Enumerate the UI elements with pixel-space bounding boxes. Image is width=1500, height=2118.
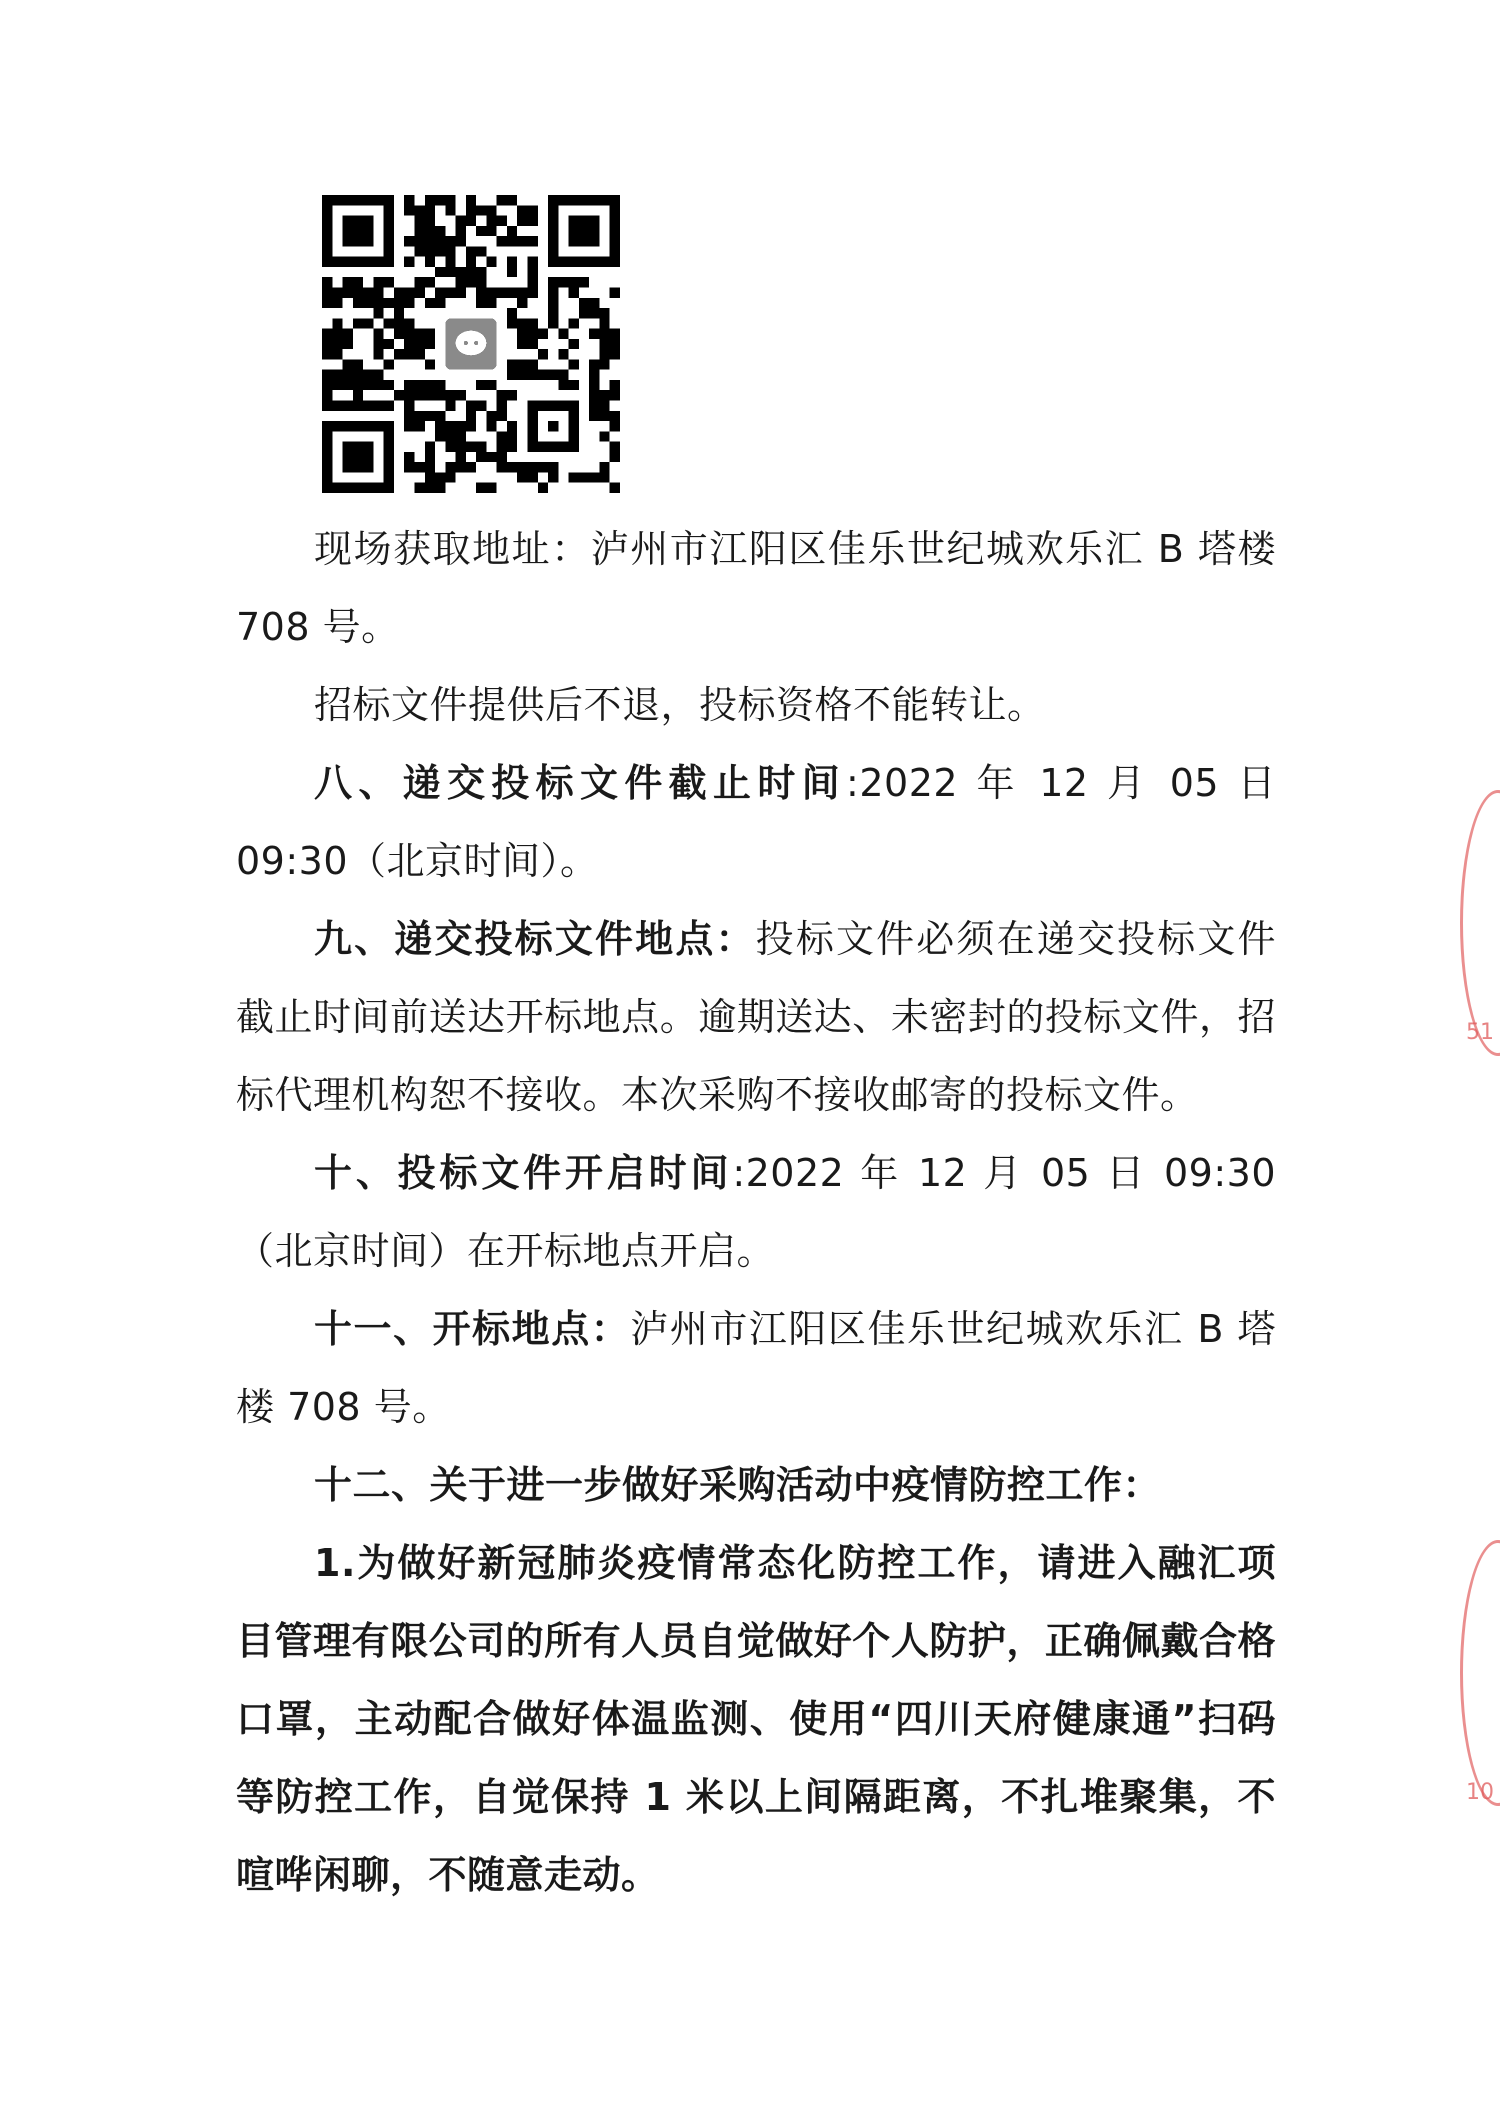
section-11-text: 泸州市江阳区佳乐世纪城欢乐汇 B 塔楼 708 号。 bbox=[236, 1307, 1276, 1429]
section-12-heading: 十二、关于进一步做好采购活动中疫情防控工作： bbox=[314, 1463, 1162, 1507]
pickup-address-paragraph bbox=[236, 510, 1276, 666]
section-9 bbox=[236, 900, 1276, 1134]
qr-code-icon bbox=[322, 195, 620, 493]
no-refund-paragraph: 招标文件提供后不退，投标资格不能转让。 bbox=[314, 683, 1046, 727]
section-11 bbox=[236, 1290, 1276, 1446]
section-10-text: :2022 年 12 月 05 日 09:30（北京时间）在开标地点开启。 bbox=[236, 1151, 1276, 1273]
section-12-item-1: 1.为做好新冠肺炎疫情常态化防控工作，请进入融汇项目管理有限公司的所有人员自觉做好个人防护，正确佩戴合格口罩，主动配合做好体温监测、使用“四川天府健康通”扫码等防控工作，自觉保持 1 米以上间隔距离，不扎堆聚集，不喧哗闲聊，不随意走动。 bbox=[236, 1541, 1276, 1897]
section-10-heading: 十、投标文件开启时间 bbox=[314, 1151, 733, 1195]
seal-text-top: 51 bbox=[1466, 1020, 1494, 1045]
red-seal-fragment-bottom bbox=[1460, 1540, 1500, 1830]
seal-text-bottom: 10 bbox=[1466, 1780, 1494, 1805]
wechat-logo-icon bbox=[456, 331, 487, 356]
document-body bbox=[236, 510, 1276, 1914]
pickup-label: 现场获取地址： bbox=[314, 527, 591, 571]
section-8-text: :2022 年 12 月 05 日 09:30（北京时间）。 bbox=[236, 761, 1276, 883]
section-11-heading: 十一、开标地点： bbox=[314, 1307, 631, 1351]
section-10 bbox=[236, 1134, 1276, 1290]
section-9-heading: 九、递交投标文件地点： bbox=[314, 917, 756, 961]
pickup-address: 泸州市江阳区佳乐世纪城欢乐汇 B 塔楼 708 号。 bbox=[236, 527, 1276, 649]
red-seal-fragment-top bbox=[1460, 770, 1500, 1090]
section-8 bbox=[236, 744, 1276, 900]
section-8-heading: 八、递交投标文件截止时间 bbox=[314, 761, 847, 805]
section-9-text: 投标文件必须在递交投标文件截止时间前送达开标地点。逾期送达、未密封的投标文件，招标代理机构恕不接收。本次采购不接收邮寄的投标文件。 bbox=[236, 917, 1276, 1117]
